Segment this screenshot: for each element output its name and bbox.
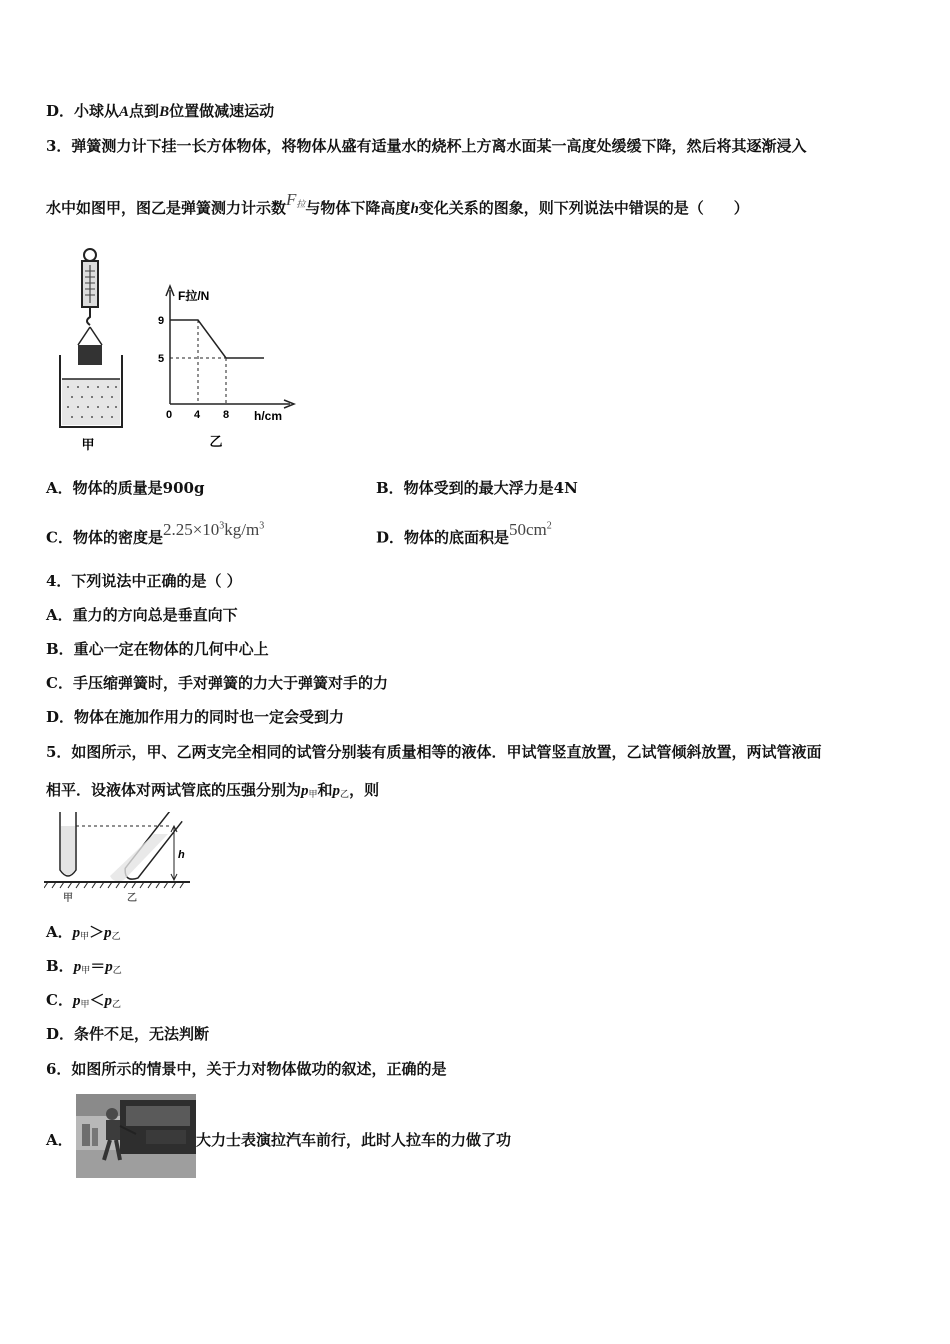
q5-option-b: B．$p_甲=p_乙$ xyxy=(46,957,122,976)
q5-stem-line2: 相平．设液体对两试管底的压强分别为$p_甲$和$p_乙$，则 xyxy=(46,781,380,800)
q6-photo-strongman-pulling-bus xyxy=(76,1094,196,1178)
q4-option-c: C．手压缩弹簧时，手对弹簧的力大于弹簧对手的力 xyxy=(46,674,388,692)
q4-option-a: A．重力的方向总是垂直向下 xyxy=(46,606,238,624)
q6-option-a-label: A． xyxy=(46,1131,73,1149)
q3-option-a: A．物体的质量是900g xyxy=(46,479,205,497)
graph-ytick-9: 9 xyxy=(158,315,165,327)
fig-label-jia: 甲 xyxy=(81,437,95,452)
graph-xtick-4: 4 xyxy=(194,409,201,421)
q3-stem-line1: 3．弹簧测力计下挂一长方体物体，将物体从盛有适量水的烧杯上方离水面某一高度处缓缓下降，然后将其逐渐浸入 xyxy=(46,137,807,155)
q3-option-d: D．物体的底面积是$50cm^2$ xyxy=(376,519,552,547)
q5-option-a: A．$p_甲>p_乙$ xyxy=(46,923,121,942)
q3-figure-yi-graph xyxy=(150,282,300,452)
q5-figure-test-tubes xyxy=(44,812,194,904)
graph-line xyxy=(170,320,264,358)
graph-xtick-8: 8 xyxy=(223,409,230,421)
q5-stem-line1: 5．如图所示，甲、乙两支完全相同的试管分别装有质量相等的液体．甲试管竖直放置，乙试管倾斜放置，两试管液面 xyxy=(46,743,822,761)
q5-fig-jia: 甲 xyxy=(63,893,73,904)
q5-option-c: C．$p_甲<p_乙$ xyxy=(46,991,121,1010)
q3-stem-line2: 水中如图甲，图乙是弹簧测力计示数$F_拉$与物体下降高度h变化关系的图象，则下列说法中错误的是（ ） xyxy=(46,190,749,217)
q3-figure-jia xyxy=(52,245,132,455)
q6-stem: 6．如图所示的情景中，关于力对物体做功的叙述，正确的是 xyxy=(46,1060,447,1078)
graph-xlabel: h/cm xyxy=(254,409,283,423)
graph-xtick-0: 0 xyxy=(166,409,173,421)
prev-option-d: D．小球从A点到B位置做减速运动 xyxy=(46,102,275,120)
q4-option-d: D．物体在施加作用力的同时也一定会受到力 xyxy=(46,708,345,726)
q4-stem: 4．下列说法中正确的是（ ） xyxy=(46,572,242,590)
q3-option-c: C．物体的密度是$2.25\times 10^3kg/m^3$ xyxy=(46,519,265,547)
q5-option-d: D．条件不足，无法判断 xyxy=(46,1025,210,1043)
q4-option-b: B．重心一定在物体的几何中心上 xyxy=(46,640,269,658)
q5-fig-yi: 乙 xyxy=(127,893,137,904)
q3-option-b: B．物体受到的最大浮力是4N xyxy=(376,479,578,497)
q5-fig-h: h xyxy=(178,849,185,861)
fig-label-yi: 乙 xyxy=(209,434,223,449)
graph-ytick-5: 5 xyxy=(158,353,165,365)
graph-ylabel: F拉/N xyxy=(178,289,210,303)
q6-option-a-text: 大力士表演拉汽车前行，此时人拉车的力做了功 xyxy=(196,1131,512,1149)
